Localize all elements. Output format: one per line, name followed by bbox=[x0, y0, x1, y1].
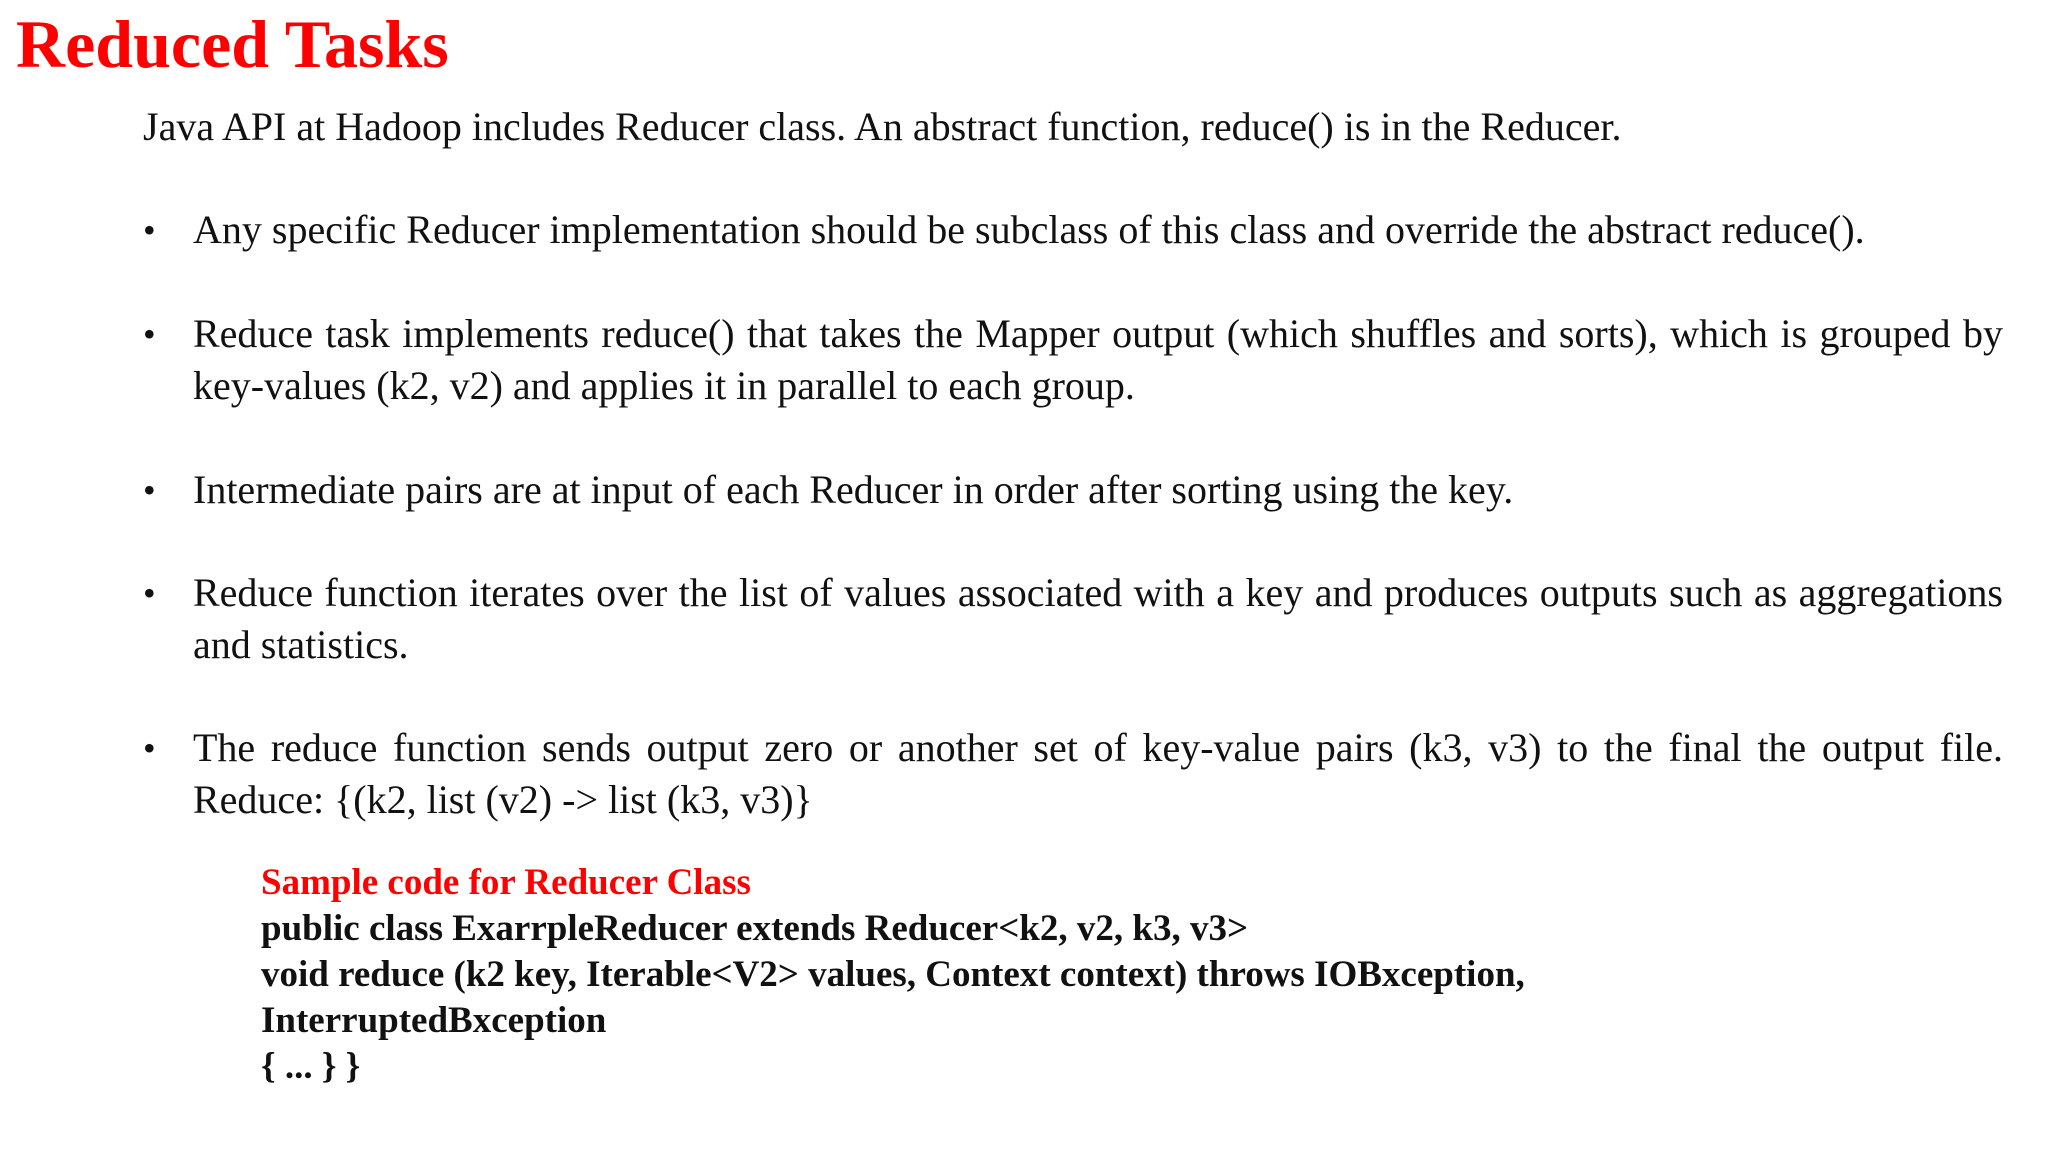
bullet-icon: • bbox=[143, 314, 156, 354]
code-line: public class ExarrpleReducer extends Reducer<k2, v2, k3, v3> bbox=[261, 908, 1249, 949]
bullet-item bbox=[143, 464, 2003, 516]
code-sample bbox=[261, 860, 1661, 1090]
bullet-item bbox=[143, 204, 2003, 256]
bullet-item bbox=[143, 567, 2003, 671]
bullet-item bbox=[143, 308, 2003, 412]
bullet-icon: • bbox=[143, 728, 156, 768]
code-line: void reduce (k2 key, Iterable<V2> values, Context context) throws IOBxception, bbox=[261, 954, 1525, 995]
bullet-icon: • bbox=[143, 210, 156, 250]
code-sample-heading: Sample code for Reducer Class bbox=[261, 862, 751, 903]
intro-paragraph: Java API at Hadoop includes Reducer class. An abstract function, reduce() is in the Reducer. bbox=[143, 104, 1622, 149]
code-line: InterruptedBxception bbox=[261, 1000, 607, 1041]
bullet-text: Intermediate pairs are at input of each Reducer in order after sorting using the key. bbox=[193, 467, 1514, 512]
bullet-text: Reduce task implements reduce() that takes the Mapper output (which shuffles and sorts), which is grouped by key-values (k2, v2) and applies it in parallel to each group. bbox=[193, 311, 2003, 408]
bullet-item bbox=[143, 722, 2003, 826]
code-line: { ... } } bbox=[261, 1046, 361, 1087]
bullet-text: The reduce function sends output zero or another set of key-value pairs (k3, v3) to the final the output file. Reduce: {(k2, list (v2) -> list (k3, v3)} bbox=[193, 725, 2003, 822]
bullet-icon: • bbox=[143, 573, 156, 613]
bullet-text: Any specific Reducer implementation should be subclass of this class and override the abstract reduce(). bbox=[193, 207, 1865, 252]
bullet-icon: • bbox=[143, 470, 156, 510]
bullet-text: Reduce function iterates over the list of values associated with a key and produces outputs such as aggregations and statistics. bbox=[193, 570, 2003, 667]
slide-title: Reduced Tasks bbox=[16, 6, 449, 82]
